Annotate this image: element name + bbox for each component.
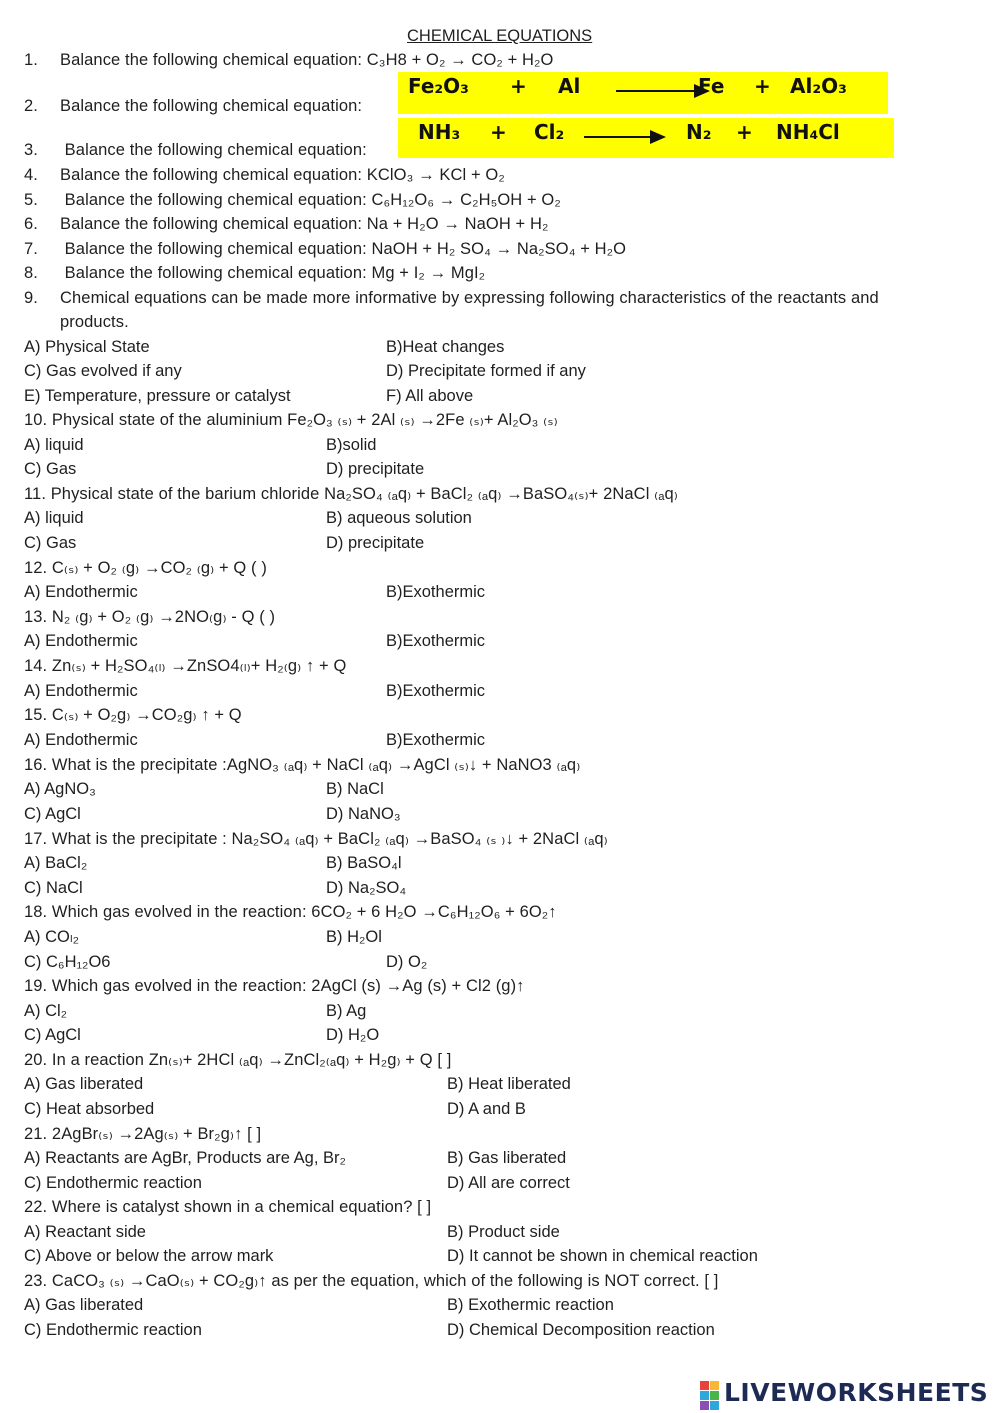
q10-option-b: B)solid: [326, 436, 377, 454]
eq3-reactant-2: Cl₂: [534, 120, 565, 144]
q22-option-c: C) Above or below the arrow mark: [24, 1247, 274, 1265]
q10-option-a: A) liquid: [24, 436, 84, 454]
q9-option-e: E) Temperature, pressure or catalyst: [24, 387, 291, 405]
q18-option-b: B) H₂Ol: [326, 928, 382, 946]
q17-option-b: B) BaSO₄l: [326, 854, 402, 872]
question-20: 20. In a reaction Zn₍ₛ₎+ 2HCl ₍ₐq₎ →ZnCl₂₍ₐq₎ + H₂g₎ + Q [ ]: [24, 1051, 452, 1069]
q23-option-d: D) Chemical Decomposition reaction: [447, 1321, 715, 1339]
eq2-plus-1: +: [510, 74, 527, 98]
q21-option-d: D) All are correct: [447, 1174, 570, 1192]
q10-option-d: D) precipitate: [326, 460, 425, 478]
question-11: 11. Physical state of the barium chloride Na₂SO₄ ₍ₐq₎ + BaCl₂ ₍ₐq₎ →BaSO₄₍ₛ₎+ 2NaCl ₍ₐq₎: [24, 485, 678, 503]
q9-option-c: C) Gas evolved if any: [24, 362, 182, 380]
question-21: 21. 2AgBr₍ₛ₎ →2Ag₍ₛ₎ + Br₂g₎↑ [ ]: [24, 1125, 262, 1143]
q18-option-a: A) COₗ₂: [24, 928, 79, 946]
question-14: 14. Zn₍ₛ₎ + H₂SO₄₍ₗ₎ →ZnSO4₍ₗ₎+ H₂₍g₎ ↑ + Q: [24, 657, 347, 675]
question-17: 17. What is the precipitate : Na₂SO₄ ₍ₐq₎ + BaCl₂ ₍ₐq₎ →BaSO₄ ₍ₛ ₎↓ + 2NaCl ₍ₐq₎: [24, 830, 608, 848]
question-5: 5. Balance the following chemical equation: C₆H₁₂O₆ → C₂H₅OH + O₂: [24, 191, 561, 209]
q20-option-b: B) Heat liberated: [447, 1075, 571, 1093]
q12-option-a: A) Endothermic: [24, 583, 138, 601]
eq2-product-2: Al₂O₃: [790, 74, 847, 98]
q9-option-f: F) All above: [386, 387, 474, 405]
q19-option-a: A) Cl₂: [24, 1002, 68, 1020]
question-8: 8. Balance the following chemical equation: Mg + I₂ → MgI₂: [24, 264, 486, 282]
eq3-product-1: N₂: [686, 120, 712, 144]
q18-option-d: D) O₂: [386, 953, 428, 971]
q11-option-c: C) Gas: [24, 534, 77, 552]
question-2: 2. Balance the following chemical equation:: [24, 97, 363, 115]
eq3-arrow: [584, 136, 664, 138]
q22-option-a: A) Reactant side: [24, 1223, 146, 1241]
q19-option-d: D) H₂O: [326, 1026, 380, 1044]
q11-option-a: A) liquid: [24, 509, 84, 527]
q23-option-b: B) Exothermic reaction: [447, 1296, 614, 1314]
q13-option-a: A) Endothermic: [24, 632, 138, 650]
q23-option-a: A) Gas liberated: [24, 1296, 144, 1314]
question-23: 23. CaCO₃ ₍ₛ₎ →CaO₍ₛ₎ + CO₂g₎↑ as per the equation, which of the following is NOT correct. [ ]: [24, 1272, 719, 1290]
question-13: 13. N₂ ₍g₎ + O₂ ₍g₎ →2NO₍g₎ - Q ( ): [24, 608, 276, 626]
q17-option-c: C) NaCl: [24, 879, 83, 897]
eq2-product-1: Fe: [698, 74, 725, 98]
question-12: 12. C₍ₛ₎ + O₂ ₍g₎ →CO₂ ₍g₎ + Q ( ): [24, 559, 267, 577]
question-4: 4. Balance the following chemical equation: KClO₃ → KCl + O₂: [24, 166, 505, 184]
q16-option-c: C) AgCl: [24, 805, 81, 823]
q14-option-a: A) Endothermic: [24, 682, 138, 700]
q16-option-b: B) NaCl: [326, 780, 384, 798]
q19-option-c: C) AgCl: [24, 1026, 81, 1044]
question-22: 22. Where is catalyst shown in a chemical equation? [ ]: [24, 1198, 432, 1216]
q18-option-c: C) C₆H₁₂O6: [24, 953, 111, 971]
equation-2-image: [398, 72, 888, 114]
q17-option-d: D) Na₂SO₄: [326, 879, 407, 897]
q11-option-d: D) precipitate: [326, 534, 425, 552]
eq2-arrow: [616, 90, 708, 92]
q13-option-b: B)Exothermic: [386, 632, 486, 650]
question-18: 18. Which gas evolved in the reaction: 6CO₂ + 6 H₂O →C₆H₁₂O₆ + 6O₂↑: [24, 903, 557, 921]
q14-option-b: B)Exothermic: [386, 682, 486, 700]
q19-option-b: B) Ag: [326, 1002, 367, 1020]
q15-option-a: A) Endothermic: [24, 731, 138, 749]
q22-option-b: B) Product side: [447, 1223, 560, 1241]
question-9: 9. Chemical equations can be made more informative by expressing following characteristics of the reactants and: [24, 289, 879, 307]
question-9-cont: products.: [60, 313, 129, 331]
q21-option-c: C) Endothermic reaction: [24, 1174, 202, 1192]
q20-option-c: C) Heat absorbed: [24, 1100, 155, 1118]
question-15: 15. C₍ₛ₎ + O₂g₎ →CO₂g₎ ↑ + Q: [24, 706, 242, 724]
q9-option-a: A) Physical State: [24, 338, 150, 356]
q22-option-d: D) It cannot be shown in chemical reaction: [447, 1247, 758, 1265]
q20-option-d: D) A and B: [447, 1100, 526, 1118]
q10-option-c: C) Gas: [24, 460, 77, 478]
q23-option-c: C) Endothermic reaction: [24, 1321, 202, 1339]
q17-option-a: A) BaCl₂: [24, 854, 88, 872]
eq3-plus-2: +: [736, 120, 753, 144]
question-1: 1. Balance the following chemical equation: C₃H8 + O₂ → CO₂ + H₂O: [24, 51, 554, 69]
eq3-reactant-1: NH₃: [418, 120, 461, 144]
q11-option-b: B) aqueous solution: [326, 509, 472, 527]
question-19: 19. Which gas evolved in the reaction: 2AgCl (s) →Ag (s) + Cl2 (g)↑: [24, 977, 525, 995]
q12-option-b: B)Exothermic: [386, 583, 486, 601]
brand-logo-text: LIVEWORKSHEETS: [724, 1378, 989, 1407]
question-7: 7. Balance the following chemical equation: NaOH + H₂ SO₄ → Na₂SO₄ + H₂O: [24, 240, 627, 258]
q20-option-a: A) Gas liberated: [24, 1075, 144, 1093]
question-16: 16. What is the precipitate :AgNO₃ ₍ₐq₎ + NaCl ₍ₐq₎ →AgCl ₍ₛ₎↓ + NaNO3 ₍ₐq₎: [24, 756, 581, 774]
q16-option-d: D) NaNO₃: [326, 805, 401, 823]
question-6: 6. Balance the following chemical equation: Na + H₂O → NaOH + H₂: [24, 215, 549, 233]
question-10: 10. Physical state of the aluminium Fe₂O₃ ₍ₛ₎ + 2Al ₍ₛ₎ →2Fe ₍ₛ₎+ Al₂O₃ ₍ₛ₎: [24, 411, 558, 429]
q15-option-b: B)Exothermic: [386, 731, 486, 749]
eq3-plus-1: +: [490, 120, 507, 144]
q21-option-b: B) Gas liberated: [447, 1149, 567, 1167]
q9-option-b: B)Heat changes: [386, 338, 505, 356]
q16-option-a: A) AgNO₃: [24, 780, 96, 798]
eq2-plus-2: +: [754, 74, 771, 98]
page-title: CHEMICAL EQUATIONS: [407, 27, 593, 45]
equation-3-image: [398, 116, 894, 158]
q21-option-a: A) Reactants are AgBr, Products are Ag, Br₂: [24, 1149, 346, 1167]
eq2-reactant-2: Al: [558, 74, 581, 98]
q9-option-d: D) Precipitate formed if any: [386, 362, 586, 380]
eq3-product-2: NH₄Cl: [776, 120, 840, 144]
eq2-reactant-1: Fe₂O₃: [408, 74, 469, 98]
question-3: 3. Balance the following chemical equation:: [24, 141, 367, 159]
